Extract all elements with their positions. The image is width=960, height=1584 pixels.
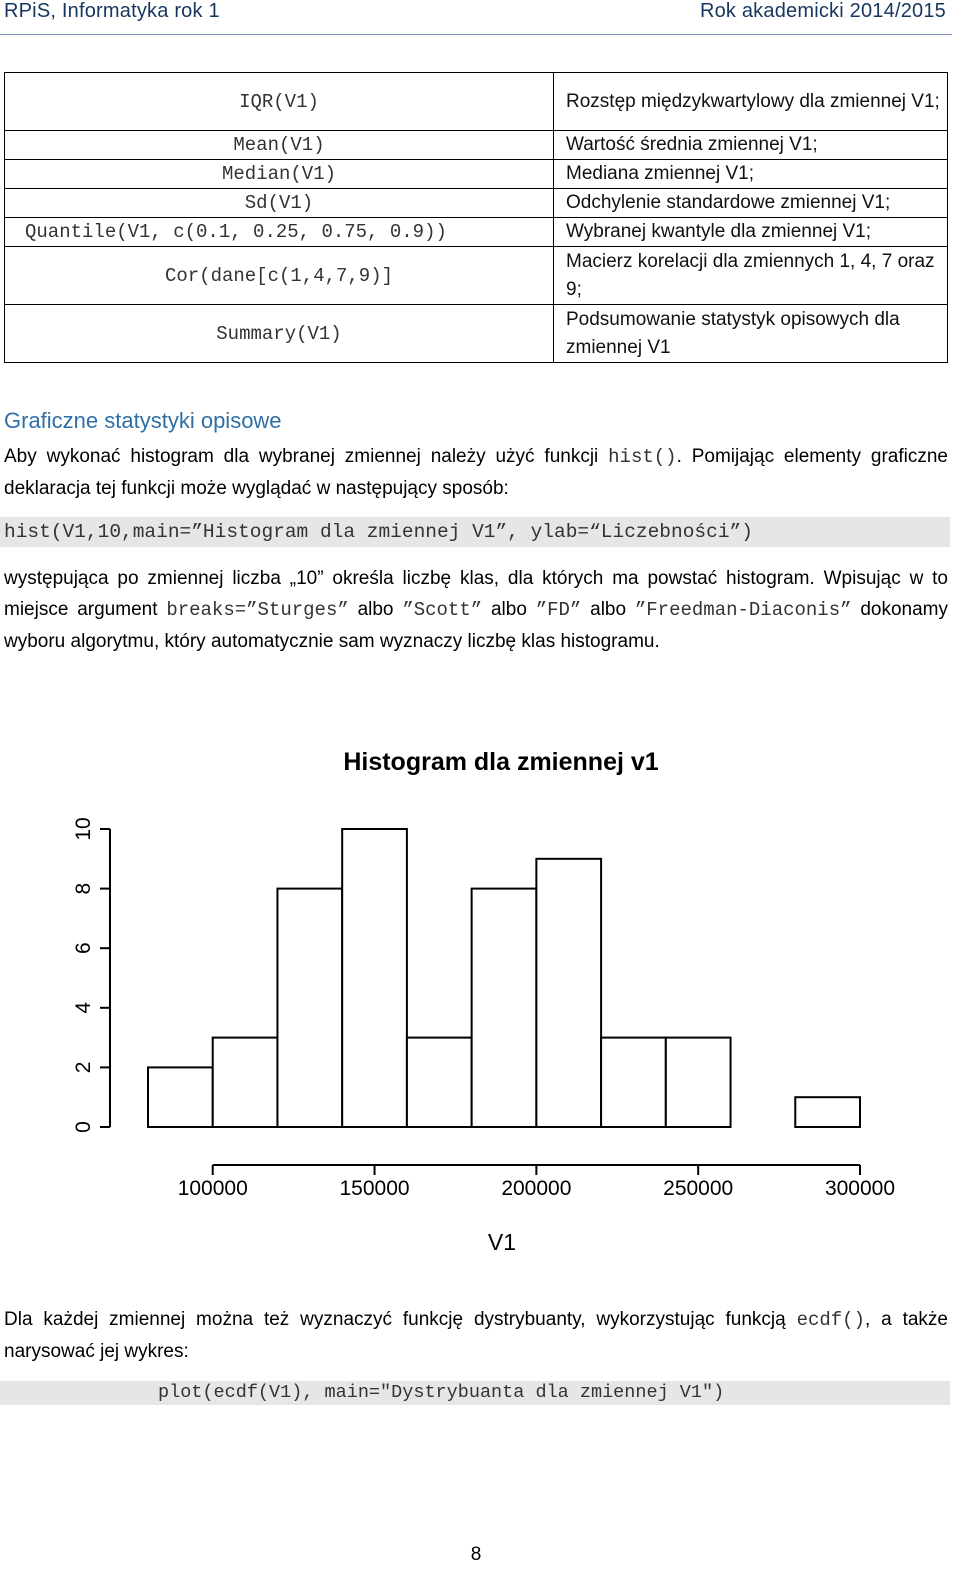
text: występująca po zmiennej liczba „10” określa liczbę klas, dla których ma powstać histogram. Wpisując w to miejsce argument — [4, 568, 948, 620]
table-desc: Odchylenie standardowe zmiennej V1; — [554, 189, 948, 218]
chart-title: Histogram dla zmiennej v1 — [343, 748, 659, 776]
text: albo — [482, 599, 536, 620]
histogram-chart — [0, 730, 960, 1260]
table-row — [5, 189, 948, 218]
function-table — [4, 72, 948, 363]
histogram-bar — [666, 1038, 731, 1127]
histogram-bar — [148, 1067, 213, 1127]
table-code: Median(V1) — [5, 160, 554, 189]
text: albo — [581, 599, 635, 620]
text: albo — [348, 599, 403, 620]
histogram-bar — [277, 889, 342, 1127]
table-row — [5, 73, 948, 131]
x-tick-label: 200000 — [501, 1177, 572, 1200]
histogram-bar — [601, 1038, 666, 1127]
text: Dla każdej zmiennej można też wyznaczyć funkcję dystrybuanty, wykorzystując funkcją — [4, 1309, 797, 1330]
inline-code: hist() — [608, 446, 677, 468]
histogram-bar — [342, 829, 407, 1127]
y-tick-label: 10 — [72, 817, 95, 841]
table-code: Sd(V1) — [5, 189, 554, 218]
y-tick-label: 2 — [72, 1061, 95, 1074]
code-block-ecdf: plot(ecdf(V1), main="Dystrybuanta dla zmiennej V1") — [0, 1381, 950, 1405]
histogram-bar — [795, 1097, 860, 1127]
table-row — [5, 131, 948, 160]
x-tick-label: 300000 — [824, 1177, 896, 1200]
table-row — [5, 218, 948, 247]
inline-code: breaks=”Sturges” — [166, 599, 349, 621]
x-tick-label: 250000 — [663, 1177, 734, 1200]
table-desc: Rozstęp międzykwartylowy dla zmiennej V1; — [554, 73, 948, 131]
header-left: RPiS, Informatyka rok 1 — [4, 0, 220, 22]
inline-code: ”FD” — [535, 599, 582, 621]
table-desc: Wartość średnia zmiennej V1; — [554, 131, 948, 160]
inline-code: ”Freedman-Diaconis” — [634, 599, 852, 621]
table-row — [5, 160, 948, 189]
section-title: Graficzne statystyki opisowe — [4, 408, 282, 433]
histogram-bar — [213, 1038, 278, 1127]
x-tick-label: 100000 — [177, 1177, 248, 1200]
table-code: Cor(dane[c(1,4,7,9)] — [5, 247, 554, 305]
table-code: Quantile(V1, c(0.1, 0.25, 0.75, 0.9)) — [5, 218, 554, 247]
page-number: 8 — [470, 1544, 482, 1565]
histogram-bar — [472, 889, 537, 1127]
y-tick-label: 4 — [72, 1001, 95, 1014]
table-desc: Podsumowanie statystyk opisowych dla zmiennej V1 — [554, 305, 948, 363]
header-divider — [0, 34, 952, 35]
paragraph-hist-intro — [4, 441, 948, 504]
x-axis-label: V1 — [487, 1229, 517, 1255]
table-code: IQR(V1) — [5, 73, 554, 131]
table-row — [5, 247, 948, 305]
paragraph-breaks — [4, 563, 948, 657]
header-right: Rok akademicki 2014/2015 — [699, 0, 946, 22]
inline-code: ecdf() — [796, 1309, 865, 1331]
text: , a także narysować jej wykres: — [4, 1309, 948, 1362]
histogram-bar — [536, 859, 601, 1127]
table-desc: Mediana zmiennej V1; — [554, 160, 948, 189]
y-tick-label: 8 — [72, 882, 95, 895]
y-tick-label: 0 — [72, 1121, 95, 1133]
code-block-hist: hist(V1,10,main=”Histogram dla zmiennej V1”, ylab=“Liczebności”) — [0, 517, 950, 547]
table-desc: Macierz korelacji dla zmiennych 1, 4, 7 oraz 9; — [554, 247, 948, 305]
table-row — [5, 305, 948, 363]
table-code: Summary(V1) — [5, 305, 554, 363]
inline-code: ”Scott” — [402, 599, 483, 621]
table-code: Mean(V1) — [5, 131, 554, 160]
paragraph-ecdf — [4, 1304, 948, 1367]
text: . Pomijając elementy graficzne deklaracja tej funkcji może wyglądać w następujący sposób: — [4, 446, 948, 499]
text: Aby wykonać histogram dla wybranej zmiennej należy użyć funkcji — [4, 446, 609, 467]
x-tick-label: 150000 — [339, 1177, 410, 1200]
y-tick-label: 6 — [72, 942, 95, 955]
text: dokonamy wyboru algorytmu, który automatycznie sam wyznaczy liczbę klas histogramu. — [4, 599, 948, 652]
histogram-bar — [407, 1038, 472, 1127]
table-desc: Wybranej kwantyle dla zmiennej V1; — [554, 218, 948, 247]
